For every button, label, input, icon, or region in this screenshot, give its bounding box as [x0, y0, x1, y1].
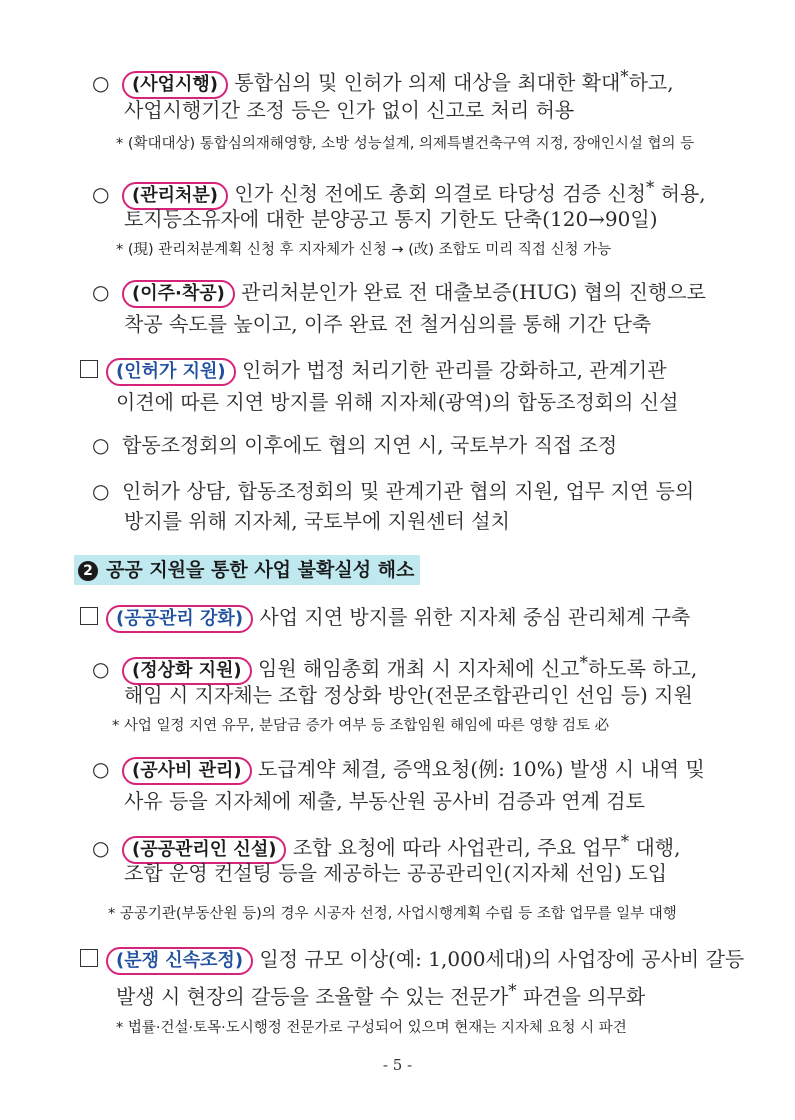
tag: (공공관리 강화) — [106, 605, 253, 633]
circle-bullet-icon: ○ — [92, 757, 110, 781]
section-heading: 2 공공 지원을 통한 사업 불확실성 해소 — [74, 555, 420, 585]
item-line2: 사유 등을 지자체에 제출, 부동산원 공사비 검증과 연계 검토 — [124, 789, 645, 813]
tag: (인허가 지원) — [106, 358, 236, 386]
item-permit-support: (인허가 지원) 인허가 법정 처리기한 관리를 강화하고, 관계기관 — [80, 357, 667, 386]
item-line2: 방지를 위해 지자체, 국토부에 지원센터 설치 — [124, 509, 510, 533]
item-relocation: ○ (이주·착공) 관리처분인가 완료 전 대출보증(HUG) 협의 진행으로 — [92, 279, 706, 308]
square-bullet-icon — [80, 607, 98, 625]
item-joint-meeting: ○ 합동조정회의 이후에도 협의 지연 시, 국토부가 직접 조정 — [92, 433, 618, 457]
circle-bullet-icon: ○ — [92, 280, 110, 304]
item-line2: 토지등소유자에 대한 분양공고 통지 기한도 단축(120→90일) — [124, 207, 658, 231]
circle-bullet-icon: ○ — [92, 181, 110, 206]
item-support-center: ○ 인허가 상담, 합동조정회의 및 관계기관 협의 지원, 업무 지연 등의 — [92, 479, 695, 503]
item-line2: 착공 속도를 높이고, 이주 완료 전 철거심의를 통해 기간 단축 — [124, 312, 652, 336]
item-normalization: ○ (정상화 지원) 임원 해임총회 개최 시 지자체에 신고*하도록 하고, — [92, 650, 697, 685]
item-project-execution: ○ (사업시행) 통합심의 및 인허가 의제 대상을 최대한 확대*하고, — [92, 64, 674, 99]
item-line2: 발생 시 현장의 갈등을 조율할 수 있는 전문가* 파견을 의무화 — [116, 981, 646, 1009]
square-bullet-icon — [80, 949, 98, 967]
circle-bullet-icon: ○ — [92, 479, 110, 503]
item-line2: 사업시행기간 조정 등은 인가 없이 신고로 처리 허용 — [124, 98, 575, 122]
note: * 공공기관(부동산원 등)의 경우 시공자 선정, 사업시행계획 수립 등 조합 업무를 일부 대행 — [108, 906, 677, 922]
item-construction-cost: ○ (공사비 관리) 도급계약 체결, 증액요청(例: 10%) 발생 시 내역 및 — [92, 756, 705, 785]
page-number: - 5 - — [382, 1056, 413, 1074]
tag: (사업시행) — [122, 71, 228, 99]
item-line2: 이견에 따른 지연 방지를 위해 지자체(광역)의 합동조정회의 신설 — [116, 390, 679, 414]
tag: (분쟁 신속조정) — [106, 947, 253, 975]
tag: (공공관리인 신설) — [122, 836, 286, 864]
circle-bullet-icon: ○ — [92, 835, 110, 860]
tag: (이주·착공) — [122, 280, 235, 308]
circle-bullet-icon: ○ — [92, 433, 110, 457]
tag: (공사비 관리) — [122, 757, 252, 785]
item-management-disposal: ○ (관리처분) 인가 신청 전에도 총회 의결로 타당성 검증 신청* 허용, — [92, 175, 706, 210]
circle-bullet-icon: ○ — [92, 656, 110, 681]
item-dispute-mediation: (분쟁 신속조정) 일정 규모 이상(예: 1,000세대)의 사업장에 공사비 갈등 — [80, 946, 744, 975]
item-line2: 해임 시 지자체는 조합 정상화 방안(전문조합관리인 선임 등) 지원 — [124, 683, 693, 707]
note: * 사업 일정 지연 유무, 분담금 증가 여부 등 조합임원 해임에 따른 영향 검토 必 — [112, 718, 610, 734]
item-line2: 조합 운영 컨설팅 등을 제공하는 공공관리인(지자체 선임) 도입 — [124, 861, 668, 885]
number-badge: 2 — [78, 561, 98, 581]
note: * 법률·건설·토목·도시행정 전문가로 구성되어 있으며 현재는 지자체 요청 시 파견 — [116, 1020, 627, 1036]
tag: (정상화 지원) — [122, 657, 252, 685]
circle-bullet-icon: ○ — [92, 70, 110, 95]
note: * (확대대상) 통합심의재해영향, 소방 성능설계, 의제특별건축구역 지정, 장애인시설 협의 등 — [116, 136, 695, 152]
item-public-management: (공공관리 강화) 사업 지연 방지를 위한 지자체 중심 관리체계 구축 — [80, 604, 690, 633]
item-public-manager: ○ (공공관리인 신설) 조합 요청에 따라 사업관리, 주요 업무* 대행, — [92, 829, 680, 864]
tag: (관리처분) — [122, 182, 228, 210]
note: * (現) 관리처분계획 신청 후 지자체가 신청 → (改) 조합도 미리 직접 신청 가능 — [116, 242, 612, 258]
square-bullet-icon — [80, 360, 98, 378]
